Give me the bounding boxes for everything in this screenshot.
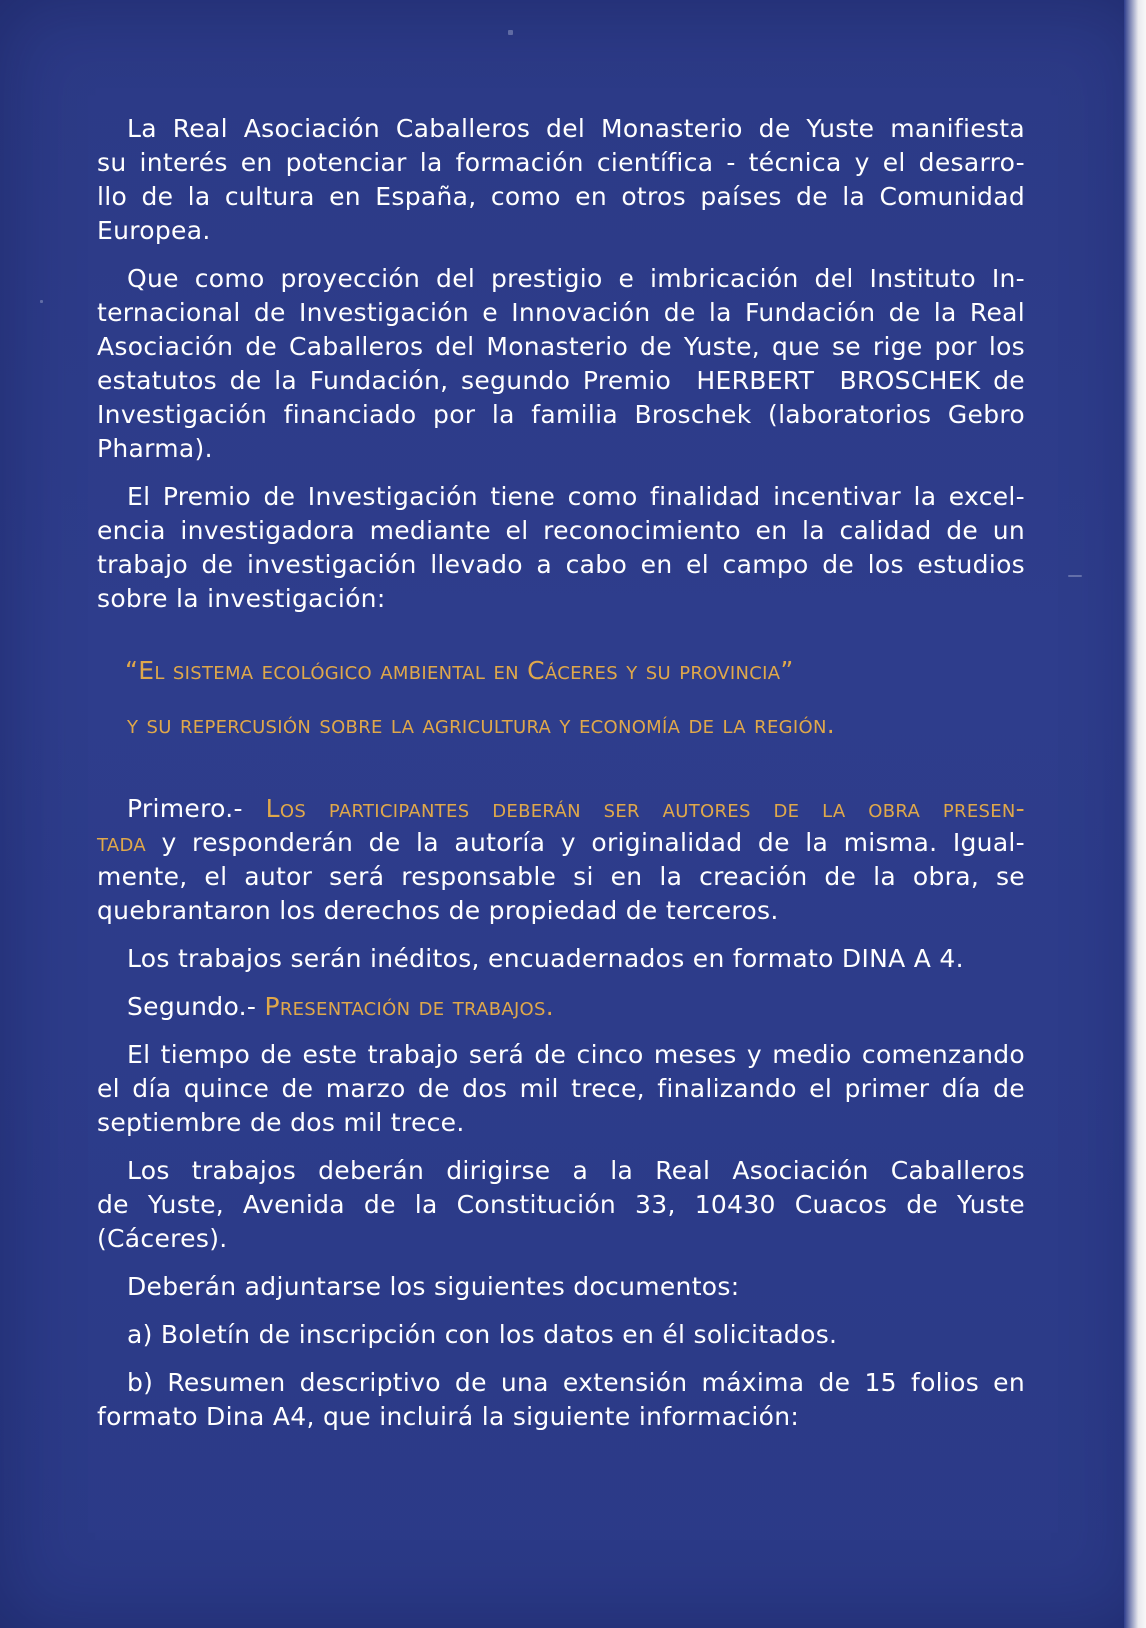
first-clause-highlight-end: tada	[97, 828, 146, 857]
text-line: El tiempo de este trabajo será de cinco meses y medio comenzando	[127, 1040, 1025, 1069]
text-line: Deberán adjuntarse los siguientes documentos:	[127, 1272, 740, 1301]
document-body	[97, 112, 1025, 1448]
document-item-a	[97, 1318, 1025, 1352]
text-line: Que como proyección del prestigio e imbricación del Instituto In-	[127, 264, 1025, 293]
second-clause-title: Presentación de trabajos.	[264, 992, 555, 1021]
text-line: ternacional de Investigación e Innovación de la Fundación de la Real	[97, 298, 1025, 327]
text-line: sobre la investigación:	[97, 584, 386, 613]
text-line: formato Dina A4, que incluirá la siguiente información:	[97, 1402, 800, 1431]
time-paragraph	[97, 1038, 1025, 1140]
first-clause	[97, 792, 1025, 928]
text-line: (Cáceres).	[97, 1224, 228, 1253]
spacer	[97, 742, 1025, 792]
text-line: de Yuste, Avenida de la Constitución 33, 10430 Cuacos de Yuste	[97, 1190, 1025, 1219]
text-line: Investigación financiado por la familia Broschek (laboratorios Gebro	[97, 400, 1025, 429]
first-clause-line-2	[97, 826, 1025, 860]
print-speck	[1068, 575, 1082, 577]
second-clause-heading	[97, 990, 1025, 1024]
address-paragraph	[97, 1154, 1025, 1256]
first-clause-line-1	[97, 792, 1025, 826]
text-line: su interés en potenciar la formación científica - técnica y el desarro-	[97, 148, 1025, 177]
first-clause-text: y responderán de la autoría y originalidad de la misma. Igual-	[145, 828, 1025, 857]
first-clause-label: Primero.-	[127, 794, 243, 823]
institute-paragraph	[97, 262, 1025, 466]
second-clause-label: Segundo.-	[127, 992, 257, 1021]
intro-paragraph	[97, 112, 1025, 248]
text-line: encia investigadora mediante el reconocimiento en la calidad de un	[97, 516, 1025, 545]
text-line: septiembre de dos mil trece.	[97, 1108, 465, 1137]
text-line: quebrantaron los derechos de propiedad de terceros.	[97, 896, 779, 925]
unpublished-note	[97, 942, 1025, 976]
text-line: Europea.	[97, 216, 211, 245]
research-title-line-2: y su repercusión sobre la agricultura y economía de la región.	[127, 710, 835, 739]
text-line: estatutos de la Fundación, segundo Premio HERBERT BROSCHEK de	[97, 366, 1025, 395]
print-speck	[508, 30, 513, 35]
text-line: a) Boletín de inscripción con los datos en él solicitados.	[127, 1320, 838, 1349]
text-line: La Real Asociación Caballeros del Monasterio de Yuste manifiesta	[127, 114, 1025, 143]
print-speck	[40, 300, 43, 303]
text-line: mente, el autor será responsable si en la creación de la obra, se	[97, 862, 1025, 891]
first-clause-highlight: Los participantes deberán ser autores de la obra presen-	[265, 794, 1025, 823]
page-edge	[1124, 0, 1146, 1628]
text-line: trabajo de investigación llevado a cabo en el campo de los estudios	[97, 550, 1025, 579]
research-title-line-1: “El sistema ecológico ambiental en Cáceres y su provincia”	[125, 656, 794, 685]
purpose-paragraph	[97, 480, 1025, 616]
text-line: Los trabajos deberán dirigirse a la Real Asociación Caballeros	[127, 1156, 1025, 1185]
text-line: El Premio de Investigación tiene como finalidad incentivar la excel-	[127, 482, 1025, 511]
text-line: el día quince de marzo de dos mil trece, finalizando el primer día de	[97, 1074, 1025, 1103]
text-line: llo de la cultura en España, como en otros países de la Comunidad	[97, 182, 1025, 211]
text-line: Asociación de Caballeros del Monasterio de Yuste, que se rige por los	[97, 332, 1025, 361]
text-line: Pharma).	[97, 434, 213, 463]
text-line: Los trabajos serán inéditos, encuadernados en formato DINA A 4.	[127, 944, 964, 973]
document-item-b	[97, 1366, 1025, 1434]
text-line: b) Resumen descriptivo de una extensión máxima de 15 folios en	[127, 1368, 1025, 1397]
research-title	[125, 654, 1025, 742]
documents-intro	[97, 1270, 1025, 1304]
